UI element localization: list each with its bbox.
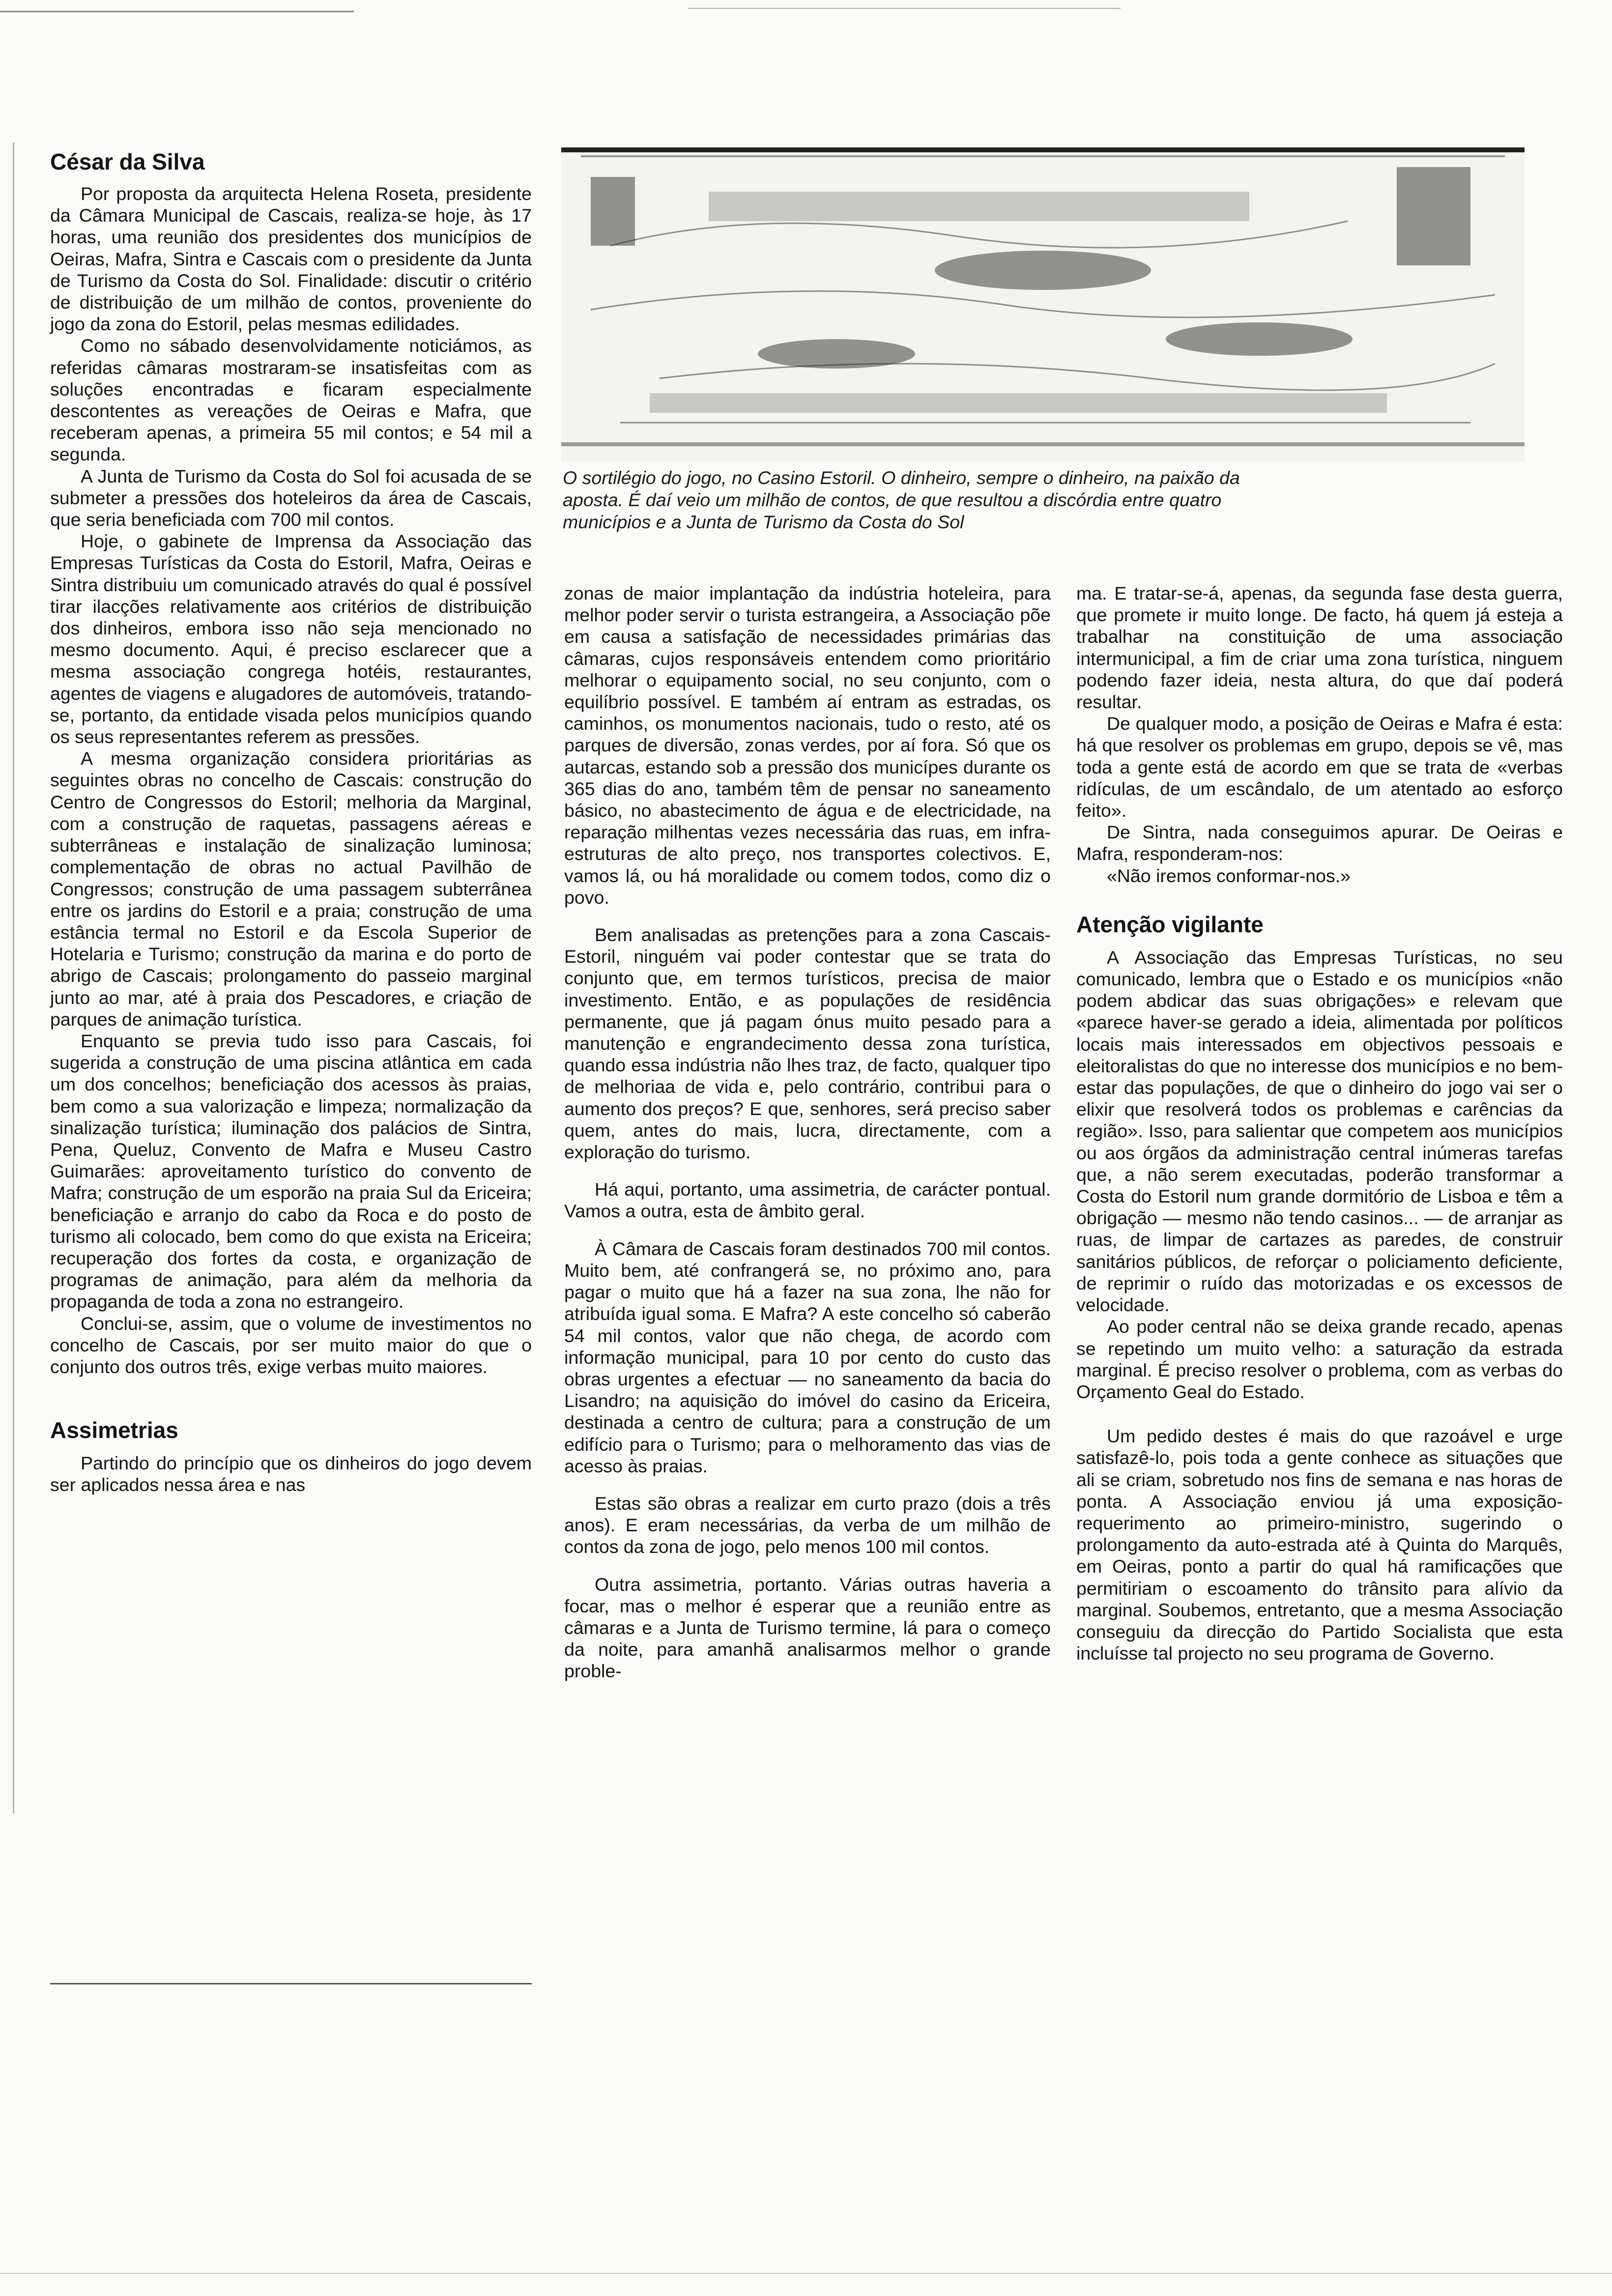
top-scan-rule	[0, 11, 354, 12]
col1-paragraph-1: Por proposta da arquitecta Helena Roseta, presidente da Câmara Municipal de Cascais, realiza-se hoje, às 17 horas, uma reunião dos presidentes dos municípios de Oeiras, Mafra, Sintra e Cascais com o presidente da Junta de Turismo da Costa do Sol. Finalidade: discutir o critério de distribuição de um milhão de contos, proveniente do jogo da zona do Estoril, pelas mesmas edilidades.	[50, 183, 532, 335]
col3-paragraph-6: Ao poder central não se deixa grande recado, apenas se repetindo um muito velho: a saturação da estrada marginal. É preciso resolver o problema, com as verbas do Orçamento Geal do Estado.	[1076, 1316, 1563, 1402]
heading-atencao-vigilante: Atenção vigilante	[1076, 911, 1264, 937]
col2-paragraph-2: Bem analisadas as pretenções para a zona Cascais-Estoril, ninguém vai poder contestar que se trata do conjunto que, em termos turísticos, precisa de maior investimento. Então, e as populações de residência permanente, que já pagam ónus muito pesado para a manutenção e engrandecimento dessa zona turística, quando essa indústria não lhes traz, de facto, qualquer tipo de melhoriaa de vida e, pelo contrário, contribui para o aumento dos preços? E que, senhores, será preciso saber quem, antes do mais, lucra, directamente, com a exploração do turismo.	[564, 924, 1051, 1163]
col3-paragraph-4: «Não iremos conformar-nos.»	[1107, 865, 1351, 886]
col2-paragraph-5: Estas são obras a realizar em curto prazo (dois a três anos). E eram necessárias, da verba de um milhão de contos da zona de jogo, pelo menos 100 mil contos.	[564, 1492, 1051, 1557]
col2-paragraph-1: zonas de maior implantação da indústria hoteleira, para melhor poder servir o turista estrangeira, a Associação põe em causa a satisfação de necessidades primárias das câmaras, cujos responsáveis entendem como prioritário melhorar o equipamento social, no seu conjunto, com o equilíbrio possível. E também aí entram as estradas, os caminhos, os monumentos nacionais, tudo o resto, até os parques de diversão, zonas verdes, por aí fora. Só que os autarcas, estando sob a pressão dos municípes durante os 365 dias do ano, também têm de pensar no saneamento básico, no abastecimento de água e de electricidade, na reparação milhentas vezes necessária das ruas, em infra-estruturas de alto preço, nos transportes colectivos. E, vamos lá, ou há moralidade ou comem todos, como diz o povo.	[564, 583, 1051, 908]
col3-paragraph-1: ma. E tratar-se-á, apenas, da segunda fase desta guerra, que promete ir muito longe. De facto, há quem já esteja a trabalhar na constituição de uma associação intermunicipal, a fim de criar uma zona turística, ninguem podendo fazer ideia, nesta altura, do que daí poderá resultar.	[1076, 583, 1563, 713]
col1-bottom-rule	[50, 1983, 532, 1984]
col3-paragraph-5: A Associação das Empresas Turísticas, no seu comunicado, lembra que o Estado e os municípios «não podem abdicar das suas obrigações» e relevam que «parece haver-se gerado a ideia, alimentada por políticos locais mais interessados em objectivos pessoais e eleitoralistas do que no interesse dos municípios e no bem-estar das populações, de que o dinheiro do jogo vai ser o elixir que resolverá todos os problemas e carências da região». Isso, para salientar que competem aos municípios ou aos órgãos da administração central inúmeras tarefas que, a não serem executadas, poderão transformar a Costa do Estoril num grande dormitório de Lisboa e têm a obrigação — mesmo não tendo casinos... — de arranjar as ruas, de limpar de cartazes as paredes, de construir sanitários públicos, de reforçar o policiamento deficiente, de reprimir o ruído das motorizadas e os excessos de velocidade.	[1076, 947, 1563, 1316]
col1-paragraph-3: A Junta de Turismo da Costa do Sol foi acusada de se submeter a pressões dos hoteleiros da área de Cascais, que seria beneficiada com 700 mil contos.	[50, 465, 532, 530]
heading-assimetrias: Assimetrias	[50, 1417, 178, 1443]
caption-line-1: O sortilégio do jogo, no Casino Estoril. O dinheiro, sempre o dinheiro, na paixão da	[563, 467, 1240, 488]
column-2	[564, 582, 1051, 1682]
col2-paragraph-4: À Câmara de Cascais foram destinados 700 mil contos. Muito bem, até confrangerá se, no próximo ano, para pagar o muito que há a fazer na sua zona, lhe não for atribuída igual soma. E Mafra? A este concelho só caberão 54 mil contos, valor que não chega, de acordo com informação municipal, para 10 por cento do custo das obras urgentes a efectuar — no saneamento da bacia do Lisandro; na aquisição do imóvel do casino da Ericeira, destinada a centro de cultura; para a construção de um edifício para o Turismo; para o melhoramento das vias de acesso às praias.	[564, 1238, 1051, 1476]
column-3	[1076, 582, 1563, 1664]
column-1	[50, 183, 532, 1496]
col1-paragraph-5: A mesma organização considera prioritárias as seguintes obras no concelho de Cascais: construção do Centro de Congressos do Estoril; melhoria da Marginal, com a construção de raquetas, passagens aéreas e subterrâneas e instalação de sinalização luminosa; complementação de obras no actual Pavilhão de Congressos; construção de uma passagem subterrânea entre os jardins do Estoril e a praia; construção de uma estância termal no Estoril e da Escola Superior de Hotelaria e Turismo; construção da marina e do porto de abrigo de Cascais; prolongamento do passeio marginal junto ao mar, até à praia dos Pescadores, e criação de parques de animação turística.	[50, 748, 532, 1030]
col2-paragraph-3: Há aqui, portanto, uma assimetria, de carácter pontual. Vamos a outra, esta de âmbito geral.	[564, 1179, 1051, 1222]
col3-paragraph-7: Um pedido destes é mais do que razoável e urge satisfazê-lo, pois toda a gente conhece as situações que ali se criam, sobretudo nos fins de semana e nas horas de ponta. A Associação enviou já uma exposição-requerimento ao primeiro-ministro, sugerindo o prolongamento da auto-estrada até à Quinta do Marquês, em Oeiras, ponto a partir do qual há ramificações que permitiriam o escoamento do trânsito para alívio da marginal. Soubemos, entretanto, que a mesma Associação conseguiu da direcção do Partido Socialista que esta incluísse tal projecto no seu programa de Governo.	[1076, 1426, 1563, 1664]
byline: César da Silva	[50, 149, 205, 174]
col3-paragraph-2: De qualquer modo, a posição de Oeiras e Mafra é esta: há que resolver os problemas em grupo, depois se vê, mas toda a gente está de acordo em que se trata de «verbas ridículas, de um escândalo, de um atentado ao esforço feito».	[1076, 713, 1563, 821]
top-scan-rule-right	[688, 8, 1121, 9]
casino-photo-icon	[561, 147, 1525, 462]
casino-photo	[561, 147, 1525, 462]
col1-paragraph-7: Conclui-se, assim, que o volume de investimentos no concelho de Cascais, por ser muito maior do que o conjunto dos outros três, exige verbas muito maiores.	[50, 1313, 532, 1377]
col1-paragraph-4: Hoje, o gabinete de Imprensa da Associação das Empresas Turísticas da Costa do Estoril, Mafra, Oeiras e Sintra distribuiu um comunicado através do qual é possível tirar ilacções relativamente aos critérios de distribuição dos dinheiros, embora isso não seja mencionado no mesmo documento. Aqui, é preciso esclarecer que a mesma associação congrega hotéis, restaurantes, agentes de viagens e alugadores de automóveis, tratando-se, portanto, da entidade visada pelos municípios quando os seus representantes referem as pressões.	[50, 531, 532, 747]
col1-paragraph-2: Como no sábado desenvolvidamente noticiámos, as referidas câmaras mostraram-se insatisfeitas com as soluções encontradas e ficaram especialmente descontentes as vereações de Oeiras e Mafra, que receberam apenas, a primeira 55 mil contos; e 54 mil a segunda.	[50, 335, 532, 465]
photo-caption	[563, 467, 1521, 533]
col1-paragraph-8: Partindo do princípio que os dinheiros do jogo devem ser aplicados nessa área e nas	[50, 1453, 532, 1495]
left-margin-line	[13, 143, 14, 1813]
col3-paragraph-3: De Sintra, nada conseguimos apurar. De Oeiras e Mafra, responderam-nos:	[1076, 822, 1563, 864]
caption-line-3: municípios e a Junta de Turismo da Costa do Sol	[563, 512, 964, 532]
bottom-scan-rule	[0, 2273, 1612, 2274]
col1-paragraph-6: Enquanto se previa tudo isso para Cascais, foi sugerida a construção de uma piscina atlântica em cada um dos concelhos; beneficiação dos acessos às praias, bem como a sua valorização e limpeza; normalização da sinalização turística; iluminação dos palácios de Sintra, Pena, Queluz, Convento de Mafra e Museu Castro Guimarães: aproveitamento turístico do convento de Mafra; construção de um esporão na praia Sul da Ericeira; beneficiação e arranjo do cabo da Roca e do posto de turismo ali colocado, bem como do que exista na Ericeira; recuperação dos fortes da costa, e organização de programas de animação, para além da melhoria da propaganda de toda a zona no estrangeiro.	[50, 1030, 532, 1312]
col2-paragraph-6: Outra assimetria, portanto. Várias outras haveria a focar, mas o melhor é esperar que a reunião entre as câmaras e a Junta de Turismo termine, lá para o começo da noite, para amanhã analisarmos melhor o grande proble-	[564, 1574, 1051, 1682]
caption-line-2: aposta. É daí veio um milhão de contos, de que resultou a discórdia entre quatro	[563, 489, 1222, 510]
